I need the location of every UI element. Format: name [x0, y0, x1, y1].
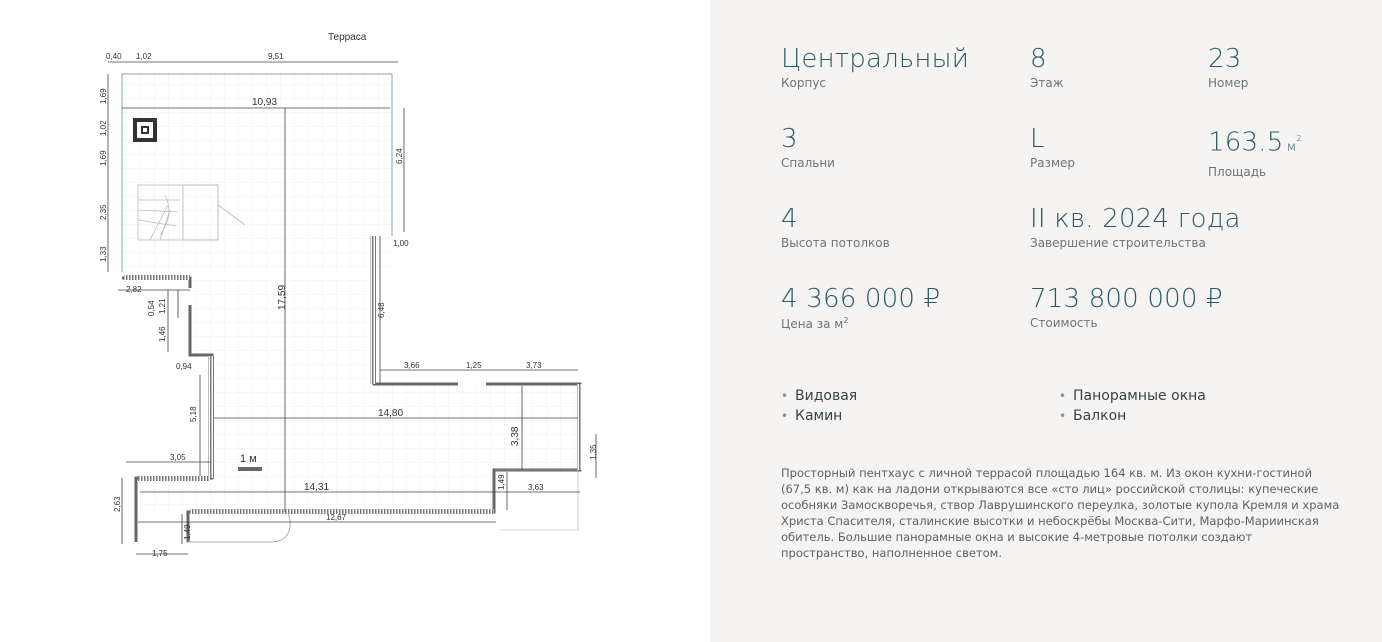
size-value: L: [1030, 124, 1045, 154]
feature-label: Балкон: [1073, 408, 1127, 424]
dim-label: 17,59: [277, 284, 288, 310]
dim-label: 1,25: [466, 361, 482, 370]
feature-item: [1059, 386, 1206, 406]
building-label: Корпус: [781, 76, 827, 90]
completion-value: II кв. 2024 года: [1030, 204, 1241, 234]
dim-label: 9,51: [268, 52, 284, 61]
terrace-label: Терраса: [328, 32, 367, 43]
price-per-m2-value: 4 366 000 ₽: [781, 284, 941, 314]
dim-label: 3,38: [510, 426, 521, 446]
dim-label: 5,18: [189, 406, 198, 422]
price-label: Стоимость: [1030, 316, 1098, 330]
stat-price: [1030, 284, 1223, 330]
ceiling-value: 4: [781, 204, 798, 234]
dim-label: 10,93: [252, 97, 278, 108]
dim-label: 2,35: [99, 204, 108, 220]
ceiling-label: Высота потолков: [781, 236, 890, 250]
price-per-m2-label-row: [781, 316, 940, 331]
size-label: Размер: [1030, 156, 1076, 170]
area-label: Площадь: [1208, 164, 1267, 179]
apartment-description: Просторный пентхаус с личной террасой площадью 164 кв. м. Из окон кухни-гостиной (67,5 кв. м) как на ладони открываются все «сто лиц» российской столицы: купеческие особняки Замоскворечья, створ Лаврушинского переулка, золотые купола Кремля и храма Христа Спасителя, сталинские высотки и небоскрёбы Москва-Сити, Марфо-Мариинская обитель. Большие панорамные окна и высокие 4-метровые потолки создают пространство, наполненное светом.: [781, 466, 1340, 560]
price-per-m2-label-sup: 2: [843, 316, 849, 325]
dim-label: 0,54: [147, 300, 156, 316]
stat-completion: [1030, 204, 1241, 250]
stat-floor: [1030, 44, 1064, 90]
bullet-icon: •: [1059, 409, 1067, 423]
dim-label: 1,69: [99, 150, 108, 166]
dim-label: 1,46: [158, 326, 167, 342]
stat-price-per-m2: [781, 284, 940, 331]
dim-label: 2,63: [113, 496, 122, 512]
dim-label: 1,00: [393, 239, 409, 248]
dim-label: 3,05: [170, 453, 186, 462]
dim-label: 1,21: [158, 298, 167, 314]
dim-label: 1,49: [497, 474, 506, 490]
floor-value: 8: [1030, 44, 1047, 74]
price-value: 713 800 000 ₽: [1030, 284, 1223, 314]
apartment-info-panel: [710, 0, 1382, 642]
dim-label: 1,75: [152, 549, 168, 558]
scale-bar: [238, 467, 262, 471]
feature-label: Камин: [795, 408, 843, 424]
feature-item: [781, 406, 857, 426]
dim-label: 1,35: [589, 444, 598, 460]
dim-label: 3,73: [526, 361, 542, 370]
dim-label: 3,66: [404, 361, 420, 370]
area-unit: м: [1286, 139, 1297, 155]
dim-label: 14,80: [378, 408, 404, 419]
dim-label: 1,02: [136, 52, 152, 61]
scale-label: 1 м: [240, 453, 257, 465]
stat-number: [1208, 44, 1248, 90]
feature-item: [1059, 406, 1206, 426]
bullet-icon: •: [1059, 389, 1067, 403]
dim-label: 1,02: [99, 120, 108, 136]
stat-ceiling: [781, 204, 890, 250]
features-list-right: [1059, 386, 1206, 426]
dim-label: 6,48: [377, 302, 386, 318]
dim-label: 12,67: [326, 513, 347, 522]
dim-label: 0,40: [106, 52, 122, 61]
stat-bedrooms: [781, 124, 835, 170]
floor-label: Этаж: [1030, 76, 1064, 90]
building-value: Центральный: [781, 44, 970, 74]
dim-label: 14,31: [304, 482, 330, 493]
dim-label: 1,33: [99, 246, 108, 262]
dim-label: 3,63: [528, 483, 544, 492]
stat-size: [1030, 124, 1075, 170]
balcony-right-outline: [495, 470, 578, 530]
bullet-icon: •: [781, 409, 789, 423]
dim-label: 1,69: [99, 88, 108, 104]
area-value-row: [1208, 124, 1302, 163]
balcony-outline: [186, 512, 290, 542]
bullet-icon: •: [781, 389, 789, 403]
stat-building: [781, 44, 969, 90]
feature-item: [781, 386, 857, 406]
features-list-left: [781, 386, 857, 426]
price-per-m2-label: Цена за м: [781, 317, 844, 331]
dim-label: 6,24: [395, 148, 404, 164]
area-unit-sup: 2: [1296, 134, 1302, 143]
fireplace-icon: [133, 118, 157, 142]
dim-label: 0,94: [176, 362, 192, 371]
number-value: 23: [1208, 44, 1242, 74]
dim-label: 1,49: [183, 524, 192, 540]
dim-label: 2,82: [126, 285, 142, 294]
stat-area: [1208, 124, 1302, 179]
area-value: 163.5: [1208, 127, 1284, 158]
number-label: Номер: [1208, 76, 1249, 90]
bedrooms-label: Спальни: [781, 156, 835, 170]
bedrooms-value: 3: [781, 124, 798, 154]
feature-label: Панорамные окна: [1073, 388, 1206, 404]
feature-label: Видовая: [795, 388, 858, 404]
completion-label: Завершение строительства: [1030, 236, 1206, 250]
